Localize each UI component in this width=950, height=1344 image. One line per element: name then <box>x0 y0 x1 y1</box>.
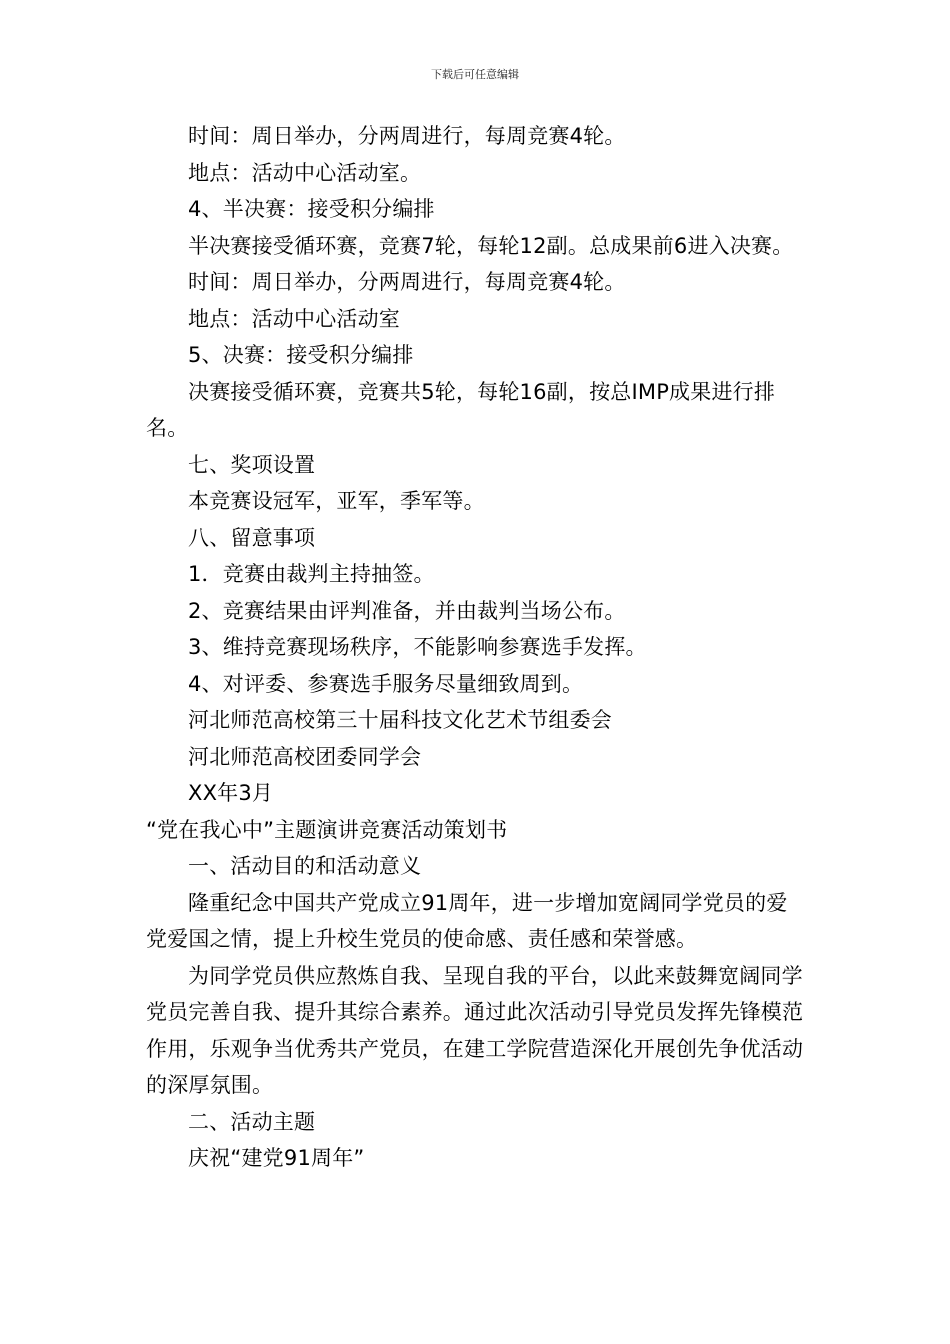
paragraph: 地点：活动中心活动室 <box>188 306 400 331</box>
paragraph: 为同学党员供应熬炼自我、呈现自我的平台，以此来鼓舞宽阔同学党员完善自我、提升其综合素养。通过此次活动引导党员发挥先锋模范作用，乐观争当优秀共产党员，在建工学院营造深化开展创先争优活动的深厚氛围。 <box>146 963 804 1097</box>
signature-committee: 河北师范高校团委同学会 <box>188 744 422 769</box>
paragraph: 隆重纪念中国共产党成立91周年，进一步增加宽阔同学党员的爱党爱国之情，提上升校生党员的使命感、责任感和荣誉感。 <box>146 890 788 951</box>
paragraph: 庆祝“建党91周年” <box>188 1146 365 1170</box>
list-item: 1．竞赛由裁判主持抽签。 <box>188 562 435 586</box>
paragraph: 决赛接受循环赛，竞赛共5轮，每轮16副，按总IMP成果进行排名。 <box>146 379 776 440</box>
section-heading: 一、活动目的和活动意义 <box>188 854 422 878</box>
page-header: 下载后可任意编辑 <box>431 68 519 81</box>
document-title: “党在我心中”主题演讲竞赛活动策划书 <box>146 817 508 842</box>
paragraph: 时间：周日举办，分两周进行，每周竞赛4轮。 <box>188 270 626 294</box>
document-body <box>146 118 808 1177</box>
section-heading: 二、活动主题 <box>188 1109 316 1134</box>
signature-date: XX年3月 <box>188 781 274 805</box>
section-heading: 八、留意事项 <box>188 525 316 550</box>
list-item: 3、维持竞赛现场秩序，不能影响参赛选手发挥。 <box>188 635 647 659</box>
list-item: 2、竞赛结果由评判准备，并由裁判当场公布。 <box>188 598 626 623</box>
signature-organizer: 河北师范高校第三十届科技文化艺术节组委会 <box>188 708 612 732</box>
list-item: 4、对评委、参赛选手服务尽量细致周到。 <box>188 671 584 696</box>
paragraph: 半决赛接受循环赛，竞赛7轮，每轮12副。总成果前6进入决赛。 <box>188 233 794 258</box>
paragraph: 4、半决赛：接受积分编排 <box>188 197 435 221</box>
section-heading: 七、奖项设置 <box>188 452 316 477</box>
paragraph: 地点：活动中心活动室。 <box>188 160 422 185</box>
paragraph: 时间：周日举办，分两周进行，每周竞赛4轮。 <box>188 124 626 148</box>
paragraph: 本竞赛设冠军，亚军，季军等。 <box>188 489 485 513</box>
paragraph: 5、决赛：接受积分编排 <box>188 343 414 367</box>
